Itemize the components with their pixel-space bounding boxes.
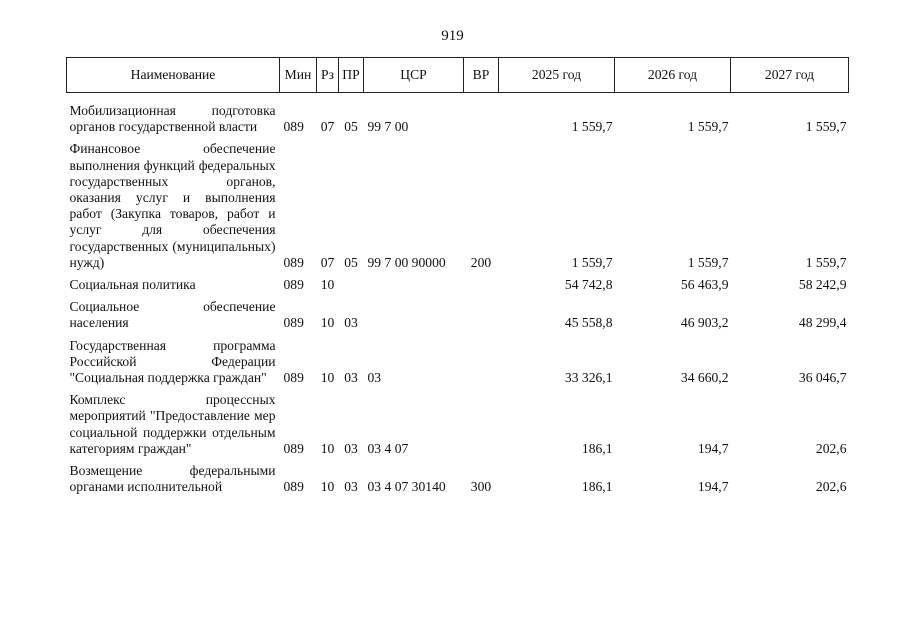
row-vr	[464, 277, 499, 299]
row-csr	[364, 299, 464, 337]
row-name: Возмещение федеральными органами исполнительной	[69, 463, 276, 495]
row-2025: 186,1	[581, 440, 613, 456]
header-csr: ЦСР	[364, 58, 464, 93]
row-2026: 1 559,7	[687, 119, 729, 135]
row-min: 089	[283, 254, 304, 270]
header-min: Мин	[280, 58, 317, 93]
row-min: 089	[283, 119, 304, 135]
row-min: 089	[283, 479, 304, 495]
row-rz: 07	[320, 254, 335, 270]
row-csr: 03 4 07	[367, 440, 409, 456]
row-2025: 54 742,8	[564, 277, 613, 293]
row-rz: 10	[320, 370, 335, 386]
row-min: 089	[283, 277, 304, 293]
row-2025: 33 326,1	[564, 370, 613, 386]
row-min: 089	[283, 370, 304, 386]
row-name: Мобилизационная подготовка органов государственной власти	[69, 103, 276, 135]
row-vr: 200	[470, 254, 492, 270]
row-min: 089	[283, 440, 304, 456]
table-row	[67, 463, 849, 501]
table-header-row	[67, 58, 849, 93]
row-name: Государственная программа Российской Федерации "Социальная поддержка граждан"	[69, 337, 276, 386]
row-name: Социальная политика	[69, 277, 196, 293]
row-csr: 03 4 07 30140	[367, 479, 446, 495]
header-vr: ВР	[464, 58, 499, 93]
row-csr: 03	[367, 370, 382, 386]
row-rz: 10	[320, 440, 335, 456]
row-pr: 05	[344, 119, 358, 135]
row-name: Финансовое обеспечение выполнения функций федеральных государственных органов, оказания услуг и выполнения работ (Закупка товаров, работ и услуг для обеспечения государственных (муниципальных) нужд)	[69, 141, 276, 270]
table-row	[67, 338, 849, 393]
row-2026: 34 660,2	[680, 370, 729, 386]
row-rz: 10	[320, 479, 335, 495]
row-name: Социальное обеспечение населения	[69, 299, 276, 331]
header-rz: Рз	[317, 58, 339, 93]
row-rz: 10	[320, 315, 335, 331]
row-2027: 1 559,7	[805, 119, 847, 135]
table-row	[67, 392, 849, 463]
row-2027: 36 046,7	[798, 370, 847, 386]
row-pr: 03	[344, 315, 358, 331]
row-pr	[339, 277, 364, 299]
row-min: 089	[283, 315, 304, 331]
table-row	[67, 141, 849, 277]
page-number: 919	[441, 28, 464, 44]
row-pr: 03	[344, 479, 358, 495]
row-rz: 10	[320, 277, 335, 293]
table-row	[67, 93, 849, 142]
row-2027: 202,6	[815, 440, 847, 456]
row-2027: 1 559,7	[805, 254, 847, 270]
row-2026: 1 559,7	[687, 254, 729, 270]
row-2027: 48 299,4	[798, 315, 847, 331]
header-pr: ПР	[339, 58, 364, 93]
row-pr: 03	[344, 440, 358, 456]
row-vr	[464, 392, 499, 463]
row-vr: 300	[470, 479, 492, 495]
row-2025: 1 559,7	[571, 254, 613, 270]
row-vr	[464, 299, 499, 337]
row-name: Комплекс процессных мероприятий "Предоставление мер социальной поддержки отдельным категориям граждан"	[69, 392, 276, 456]
row-2026: 194,7	[697, 479, 729, 495]
header-name: Наименование	[67, 58, 280, 93]
table-row	[67, 299, 849, 337]
header-2026: 2026 год	[615, 58, 731, 93]
header-2027: 2027 год	[731, 58, 849, 93]
row-pr: 05	[344, 254, 358, 270]
row-2026: 194,7	[697, 440, 729, 456]
row-csr: 99 7 00	[367, 119, 409, 135]
budget-table	[66, 57, 849, 501]
row-2026: 46 903,2	[680, 315, 729, 331]
row-csr	[364, 277, 464, 299]
row-2027: 58 242,9	[798, 277, 847, 293]
row-vr	[464, 338, 499, 393]
table-row	[67, 277, 849, 299]
row-csr: 99 7 00 90000	[367, 254, 446, 270]
row-2025: 45 558,8	[564, 315, 613, 331]
row-2025: 1 559,7	[571, 119, 613, 135]
row-rz: 07	[320, 119, 335, 135]
row-2026: 56 463,9	[680, 277, 729, 293]
row-pr: 03	[344, 370, 358, 386]
header-2025: 2025 год	[499, 58, 615, 93]
row-2027: 202,6	[815, 479, 847, 495]
row-vr	[464, 93, 499, 142]
row-2025: 186,1	[581, 479, 613, 495]
